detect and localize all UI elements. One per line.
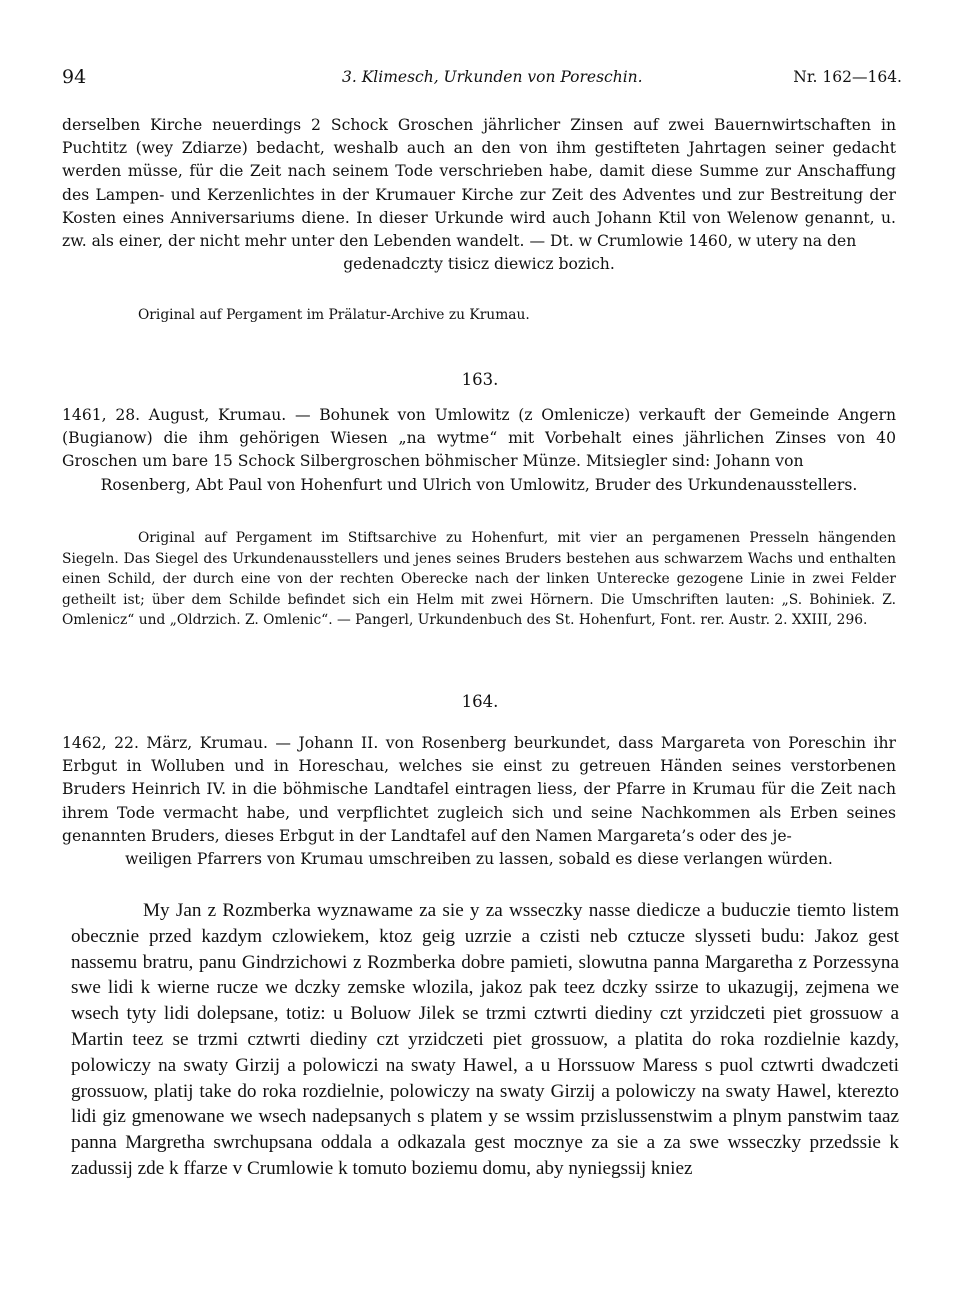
doc163-source: Original auf Pergament im Stiftsarchive zu Hohenfurt, mit vier an pergamenen Presseln hängenden Siegeln. Das Siegel des Urkundenausstellers und jenes seines Bruders bestehen aus schwarzem Wachs und enthalten einen Schild, der durch eine von der rechten Oberecke nach der linken Unterecke gezogene Linie in zwei Felder getheilt ist; über dem Schilde befindet sich ein Helm mit zwei Hörnern. Die Umschriften lauten: „S. Bohiniek. Z. Omlenicz“ und „Oldrzich. Z. Omlenic“. — Pangerl, Urkundenbuch des St. Hohenfurt, Font. rer. Austr. 2. XXIII, 296. bbox=[62, 530, 896, 628]
doc164-section bbox=[62, 732, 896, 871]
doc164-regest-last-line: weiligen Pfarrers von Krumau umschreiben zu lassen, sobald es diese verlangen würden. bbox=[125, 850, 833, 869]
doc164-regest: 1462, 22. März, Krumau. — Johann II. von Rosenberg beurkundet, dass Margareta von Poreschin ihr Erbgut in Wolluben und in Horeschau, welches sie einst zu getreuen Händen seines verstorbenen Bruders Heinrich IV. in die böhmische Landtafel eintragen liess, der Pfarre in Krumau für die Zeit nach ihrem Tode vermacht habe, und verpflichtet zugleich sich und seine Nachkommen als Erben seines genannten Bruders, dieses Erbgut in der Landtafel auf den Namen Margareta’s oder des je- bbox=[62, 734, 896, 845]
document-range: Nr. 162—164. bbox=[793, 68, 902, 86]
doc162-source-block bbox=[138, 305, 898, 326]
doc162-regest-last-line: gedenadczty tisicz diewicz bozich. bbox=[343, 255, 615, 274]
running-title: 3. Klimesch, Urkunden von Poreschin. bbox=[342, 68, 643, 86]
page-header bbox=[62, 66, 902, 90]
doc163-regest-last-line: Rosenberg, Abt Paul von Hohenfurt und Ulrich von Umlowitz, Bruder des Urkundenausstellers. bbox=[100, 475, 858, 494]
doc163-source-block bbox=[62, 528, 896, 631]
doc163-regest: 1461, 28. August, Krumau. — Bohunek von Umlowitz (z Omlenicze) verkauft der Gemeinde Angern (Bugianow) die ihm gehörigen Wiesen „na wytme“ mit Vorbehalt eines jährlichen Zinses von 40 Groschen um bare 15 Schock Silbergroschen böhmischer Münze. Mitsiegler sind: Johann von bbox=[62, 406, 896, 471]
doc162-section bbox=[62, 114, 896, 276]
doc162-source: Original auf Pergament im Prälatur-Archive zu Krumau. bbox=[138, 307, 530, 323]
doc164-number: 164. bbox=[461, 692, 499, 711]
page-number: 94 bbox=[62, 66, 87, 88]
doc163-number: 163. bbox=[461, 370, 499, 389]
doc164-charter-text: My Jan z Rozmberka wyznawame za sie y za wsseczky nasse diedicze a buduczie tiemto listem obecznie przed kazdym czlowiekem, ktoz geig uzrzie a czisti neb cztucze slysseti budu: Jakoz gest nassemu bratru, panu Gindrzichowi z Rozmberka dobre pamieti, slowutna panna Margaretha z Porzessyna swe lidi k wierne rucze we dczky zemske wlozila, jakoz pak teez dczky ssirze to ukazugij, zejmena we wsech tyty lidi dolepsane, totiz: u Boluow Jilek se trzmi cztwrti diediny czt yrzidczeti piet grossuow a Martin teez se trzmi cztwrti diediny czt yrzidczeti piet grossuow, a platita do roka rozdielnie kazdy, polowiczy na swaty Girzij a polowiczi na swaty Hawel, a u Horssuow Maress s puol cztwrti dwadczeti grossuow, platij take do roka rozdielnie, polowiczy na swaty Girzij a polowiczy na swaty Hawel, kterezto lidi giz gmenowane we wsech nadepsanych s platem y se wssim przislussenstwim a plnym panstwim taaz panna Margretha swrchupsana oddala a odkazala gest mocznye za sie a za swe wsseczky przedssie k zadussij zde k ffarze v Crumlowie k tomuto boziemu domu, aby nyniegssij kniez bbox=[71, 900, 899, 1179]
doc163-section bbox=[62, 404, 896, 497]
doc162-regest: derselben Kirche neuerdings 2 Schock Groschen jährlicher Zinsen auf zwei Bauernwirtschaften in Puchtitz (wey Zdiarze) bedacht, weshalb auch an den von ihm gestifteten Jahrtagen seiner gedacht werden müsse, für die Zeit nach seinem Tode verschrieben habe, damit diese Summe zur Anschaffung des Lampen- und Kerzenlichtes in der Krumauer Kirche zur Zeit des Adventes und zur Bestreitung der Kosten eines Anniversariums diene. In dieser Urkunde wird auch Johann Ktil von Welenow genannt, u. zw. als einer, der nicht mehr unter den Lebenden wandelt. — Dt. w Crumlowie 1460, w utery na den bbox=[62, 116, 896, 251]
